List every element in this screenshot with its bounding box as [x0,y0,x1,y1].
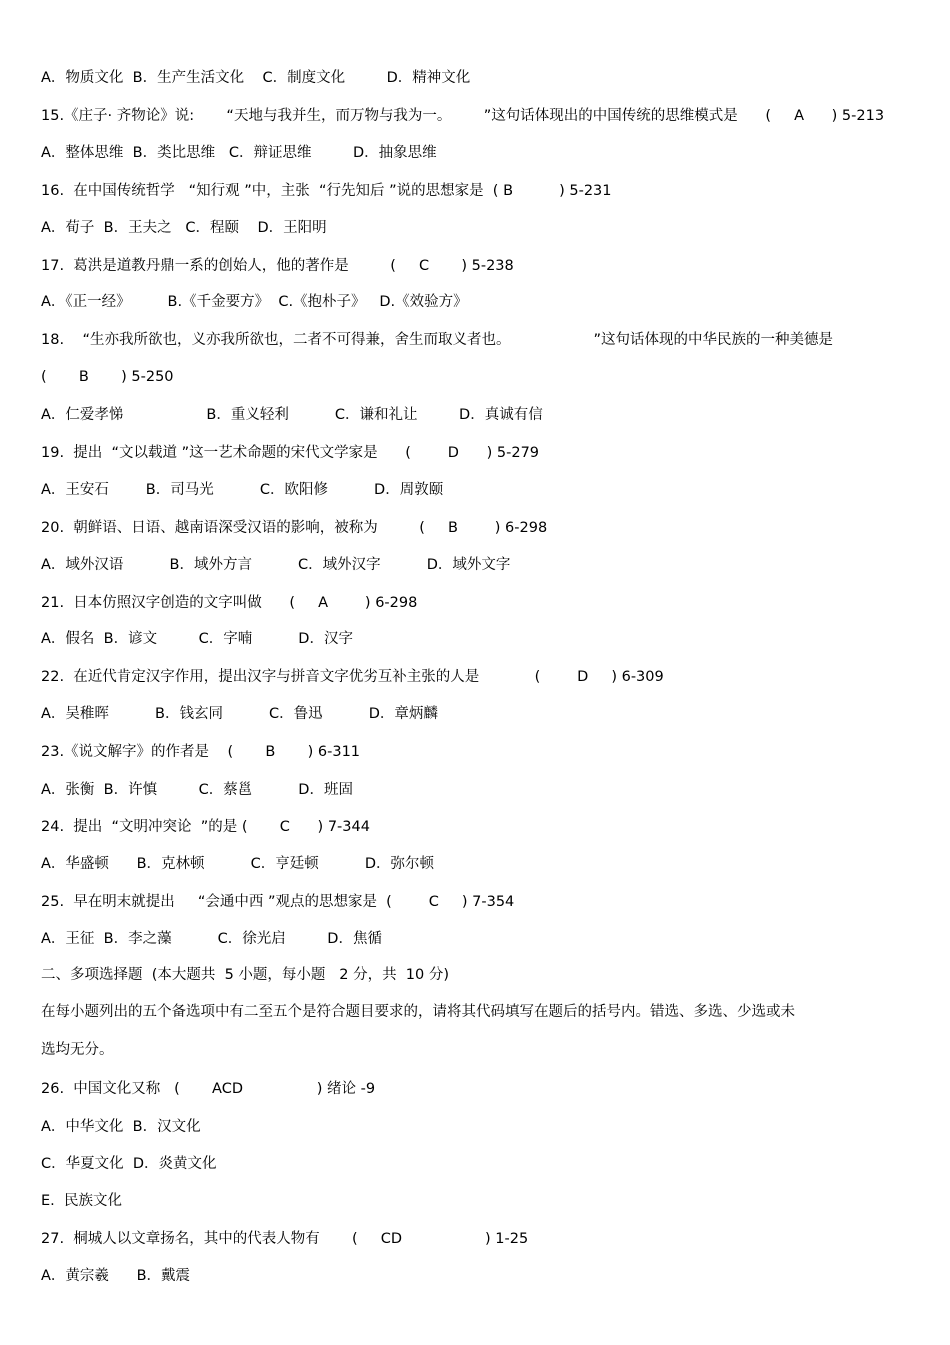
question-18-answer: ( B ) 5-250 [41,369,174,385]
question-27: 27. 桐城人以文章扬名，其中的代表人物有 ( CD ) 1-25 [41,1231,529,1247]
option-line-q14: A．物质文化 B．生产生活文化 C．制度文化 D．精神文化 [41,70,471,86]
question-21: 21. 日本仿照汉字创造的文字叫做 ( A ) 6-298 [41,595,418,611]
question-19: 19. 提出 “文以载道 ”这一艺术命题的宋代文学家是 ( D ) 5-279 [41,445,540,461]
question-15: 15.《庄子· 齐物论》说: “天地与我并生，而万物与我为一。 ”这句话体现出的中国传统的思维模式是 ( A ) 5-213 [41,108,885,124]
option-line-q26-ab: A．中华文化 B．汉文化 [41,1119,201,1135]
option-line-q17: A．《正一经》 B.《千金要方》 C.《抱朴子》 D.《效验方》 [41,294,468,310]
question-25: 25. 早在明末就提出 “会通中西 ”观点的思想家是 ( C ) 7-354 [41,894,515,910]
option-line-q21: A．假名 B．谚文 C．字喃 D．汉字 [41,631,353,647]
section-heading-multiple-choice: 二、多项选择题 (本大题共 5 小题，每小题 2 分，共 10 分) [41,967,450,983]
option-line-q25: A．王征 B．李之藻 C．徐光启 D．焦循 [41,931,382,947]
question-20: 20. 朝鲜语、日语、越南语深受汉语的影响，被称为 ( B ) 6-298 [41,520,548,536]
question-22: 22. 在近代肯定汉字作用，提出汉字与拼音文字优劣互补主张的人是 ( D ) 6-309 [41,669,664,685]
question-16: 16. 在中国传统哲学 “知行观 ”中，主张 “行先知后 ”说的思想家是 ( B ) 5-231 [41,183,612,199]
option-line-q18: A．仁爱孝悌 B．重义轻利 C．谦和礼让 D．真诚有信 [41,407,543,423]
question-18: 18. “生亦我所欲也，义亦我所欲也，二者不可得兼，舍生而取义者也。 ”这句话体现的中华民族的一种美德是 [41,332,833,348]
section-instructions: 在每小题列出的五个备选项中有二至五个是符合题目要求的，请将其代码填写在题后的括号内。错选、多选、少选或未 [41,1004,795,1020]
option-line-q24: A．华盛顿 B．克林顿 C．亨廷顿 D．弥尔顿 [41,856,434,872]
section-instructions-cont: 选均无分。 [41,1042,114,1058]
option-line-q19: A．王安石 B．司马光 C．欧阳修 D．周敦颐 [41,482,444,498]
question-17: 17. 葛洪是道教丹鼎一系的创始人，他的著作是 ( C ) 5-238 [41,258,514,274]
option-line-q27: A．黄宗羲 B．戴震 [41,1268,191,1284]
question-24: 24. 提出 “文明冲突论 ”的是 ( C ) 7-344 [41,819,370,835]
option-line-q20: A．域外汉语 B．域外方言 C．域外汉字 D．域外文字 [41,557,511,573]
question-23: 23.《说文解字》的作者是 ( B ) 6-311 [41,744,361,760]
question-26: 26. 中国文化又称 ( ACD ) 绪论 -9 [41,1081,376,1097]
option-line-q26-cd: C．华夏文化 D．炎黄文化 [41,1156,217,1172]
option-line-q16: A．荀子 B．王夫之 C．程颐 D．王阳明 [41,220,327,236]
option-line-q15: A．整体思维 B．类比思维 C．辩证思维 D．抽象思维 [41,145,437,161]
option-line-q23: A．张衡 B．许慎 C．蔡邕 D．班固 [41,782,353,798]
option-line-q26-e: E. 民族文化 [41,1193,122,1209]
option-line-q22: A．吴稚晖 B．钱玄同 C．鲁迅 D．章炳麟 [41,706,438,722]
